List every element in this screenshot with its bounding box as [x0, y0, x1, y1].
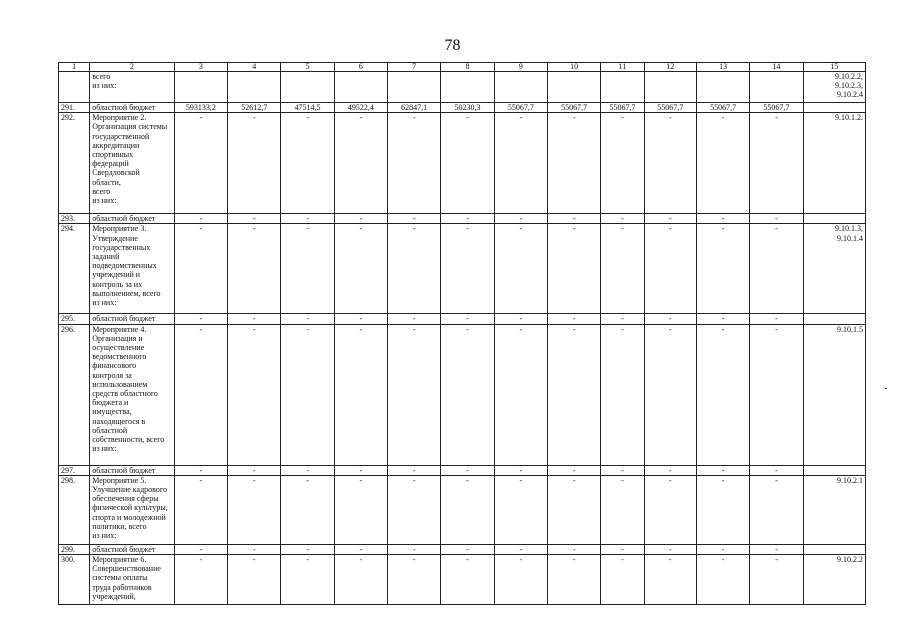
- value-cell: -: [601, 224, 644, 314]
- value-cell: -: [281, 544, 334, 554]
- column-header: 2: [90, 63, 175, 72]
- column-header: 10: [548, 63, 601, 72]
- target-ref-cell: 9.10.1.5: [803, 324, 865, 465]
- value-cell: 47514,5: [281, 103, 334, 113]
- value-cell: -: [334, 224, 387, 314]
- value-cell: -: [644, 465, 696, 475]
- description-cell: Мероприятие 4. Организация и осуществление ведомственного финансового контроля за использованием средств областного бюджета и имущества, находящегося в областной собственности, всего из них:: [90, 324, 175, 465]
- description-cell: Мероприятие 2. Организация системы государственной аккредитации спортивных федераций Свердловской области, всего из них:: [90, 113, 175, 214]
- page-number: 78: [444, 37, 461, 54]
- value-cell: -: [388, 544, 441, 554]
- value-cell: -: [281, 224, 334, 314]
- value-cell: -: [494, 465, 547, 475]
- table-row-measure: [59, 324, 866, 465]
- value-cell: -: [644, 224, 696, 314]
- value-cell: -: [696, 475, 749, 544]
- value-cell: [388, 72, 441, 103]
- description-cell: областной бюджет: [90, 103, 175, 113]
- value-cell: 55067,7: [494, 103, 547, 113]
- description-cell: областной бюджет: [90, 465, 175, 475]
- row-number-cell: 297.: [59, 465, 90, 475]
- value-cell: -: [334, 314, 387, 324]
- value-cell: -: [334, 324, 387, 465]
- description-cell: областной бюджет: [90, 314, 175, 324]
- value-cell: -: [644, 324, 696, 465]
- column-header: 1: [59, 63, 90, 72]
- value-cell: 55067,7: [548, 103, 601, 113]
- column-header: 12: [644, 63, 696, 72]
- value-cell: -: [750, 314, 803, 324]
- value-cell: -: [750, 224, 803, 314]
- value-cell: -: [281, 555, 334, 605]
- value-cell: -: [388, 314, 441, 324]
- value-cell: [548, 72, 601, 103]
- value-cell: -: [228, 113, 281, 214]
- row-number-cell: 292.: [59, 113, 90, 214]
- value-cell: -: [228, 224, 281, 314]
- value-cell: -: [228, 555, 281, 605]
- value-cell: 55067,7: [644, 103, 696, 113]
- table-row-measure: [59, 224, 866, 314]
- description-cell: всего из них:: [90, 72, 175, 103]
- row-number-cell: 294.: [59, 224, 90, 314]
- value-cell: 593133,2: [174, 103, 227, 113]
- column-header: 8: [441, 63, 494, 72]
- value-cell: -: [174, 324, 227, 465]
- value-cell: -: [696, 214, 749, 224]
- value-cell: -: [548, 324, 601, 465]
- value-cell: -: [228, 314, 281, 324]
- table-row-measure: [59, 475, 866, 544]
- value-cell: -: [750, 555, 803, 605]
- row-number-cell: 293.: [59, 214, 90, 224]
- scan-mark: [885, 388, 887, 389]
- value-cell: -: [281, 475, 334, 544]
- value-cell: -: [644, 544, 696, 554]
- row-number-cell: 291.: [59, 103, 90, 113]
- value-cell: -: [494, 555, 547, 605]
- target-ref-cell: [803, 103, 865, 113]
- value-cell: [696, 72, 749, 103]
- value-cell: -: [548, 224, 601, 314]
- value-cell: -: [441, 214, 494, 224]
- value-cell: -: [388, 324, 441, 465]
- column-header: 4: [228, 63, 281, 72]
- value-cell: -: [644, 214, 696, 224]
- value-cell: [644, 72, 696, 103]
- value-cell: -: [334, 113, 387, 214]
- value-cell: 55067,7: [696, 103, 749, 113]
- target-ref-cell: [803, 214, 865, 224]
- value-cell: -: [601, 544, 644, 554]
- value-cell: -: [174, 475, 227, 544]
- value-cell: -: [601, 113, 644, 214]
- value-cell: -: [441, 465, 494, 475]
- value-cell: -: [441, 555, 494, 605]
- value-cell: -: [750, 465, 803, 475]
- table-body: [59, 72, 866, 605]
- value-cell: -: [228, 475, 281, 544]
- column-header: 5: [281, 63, 334, 72]
- header-row: [59, 63, 866, 72]
- value-cell: -: [750, 544, 803, 554]
- description-cell: областной бюджет: [90, 214, 175, 224]
- value-cell: [494, 72, 547, 103]
- value-cell: -: [174, 555, 227, 605]
- value-cell: -: [388, 475, 441, 544]
- value-cell: -: [441, 224, 494, 314]
- value-cell: -: [441, 544, 494, 554]
- column-header: 15: [803, 63, 865, 72]
- value-cell: -: [548, 214, 601, 224]
- value-cell: -: [334, 544, 387, 554]
- value-cell: -: [548, 555, 601, 605]
- column-header: 3: [174, 63, 227, 72]
- table-row-budget: [59, 103, 866, 113]
- table-row-measure: [59, 72, 866, 103]
- value-cell: -: [696, 113, 749, 214]
- value-cell: -: [696, 555, 749, 605]
- value-cell: 50230,3: [441, 103, 494, 113]
- value-cell: -: [750, 214, 803, 224]
- value-cell: [601, 72, 644, 103]
- target-ref-cell: [803, 544, 865, 554]
- value-cell: -: [494, 214, 547, 224]
- value-cell: -: [696, 544, 749, 554]
- value-cell: -: [281, 214, 334, 224]
- column-header: 13: [696, 63, 749, 72]
- value-cell: -: [601, 314, 644, 324]
- value-cell: -: [281, 113, 334, 214]
- row-number-cell: [59, 72, 90, 103]
- value-cell: -: [441, 314, 494, 324]
- value-cell: 55067,7: [750, 103, 803, 113]
- value-cell: [750, 72, 803, 103]
- value-cell: -: [601, 324, 644, 465]
- value-cell: -: [644, 314, 696, 324]
- target-ref-cell: 9.10.1.3, 9.10.1.4: [803, 224, 865, 314]
- value-cell: -: [228, 544, 281, 554]
- value-cell: -: [334, 214, 387, 224]
- value-cell: -: [174, 314, 227, 324]
- description-cell: Мероприятие 3. Утверждение государственных заданий подведомственных учреждений и контроль за их выполнением, всего из них:: [90, 224, 175, 314]
- value-cell: -: [228, 214, 281, 224]
- table-row-budget: [59, 214, 866, 224]
- value-cell: -: [174, 214, 227, 224]
- value-cell: -: [388, 113, 441, 214]
- value-cell: [334, 72, 387, 103]
- column-header: 11: [601, 63, 644, 72]
- value-cell: -: [601, 214, 644, 224]
- target-ref-cell: 9.10.2.2, 9.10.2.3, 9.10.2.4: [803, 72, 865, 103]
- value-cell: -: [174, 465, 227, 475]
- value-cell: -: [441, 113, 494, 214]
- value-cell: -: [644, 555, 696, 605]
- table-row-budget: [59, 314, 866, 324]
- description-cell: Мероприятие 5. Улучшение кадрового обеспечения сферы физической культуры, спорта и молодежной политики, всего из них:: [90, 475, 175, 544]
- program-table: [58, 62, 866, 605]
- table-row-measure: [59, 113, 866, 214]
- value-cell: -: [494, 314, 547, 324]
- value-cell: -: [601, 465, 644, 475]
- target-ref-cell: [803, 314, 865, 324]
- value-cell: -: [281, 314, 334, 324]
- value-cell: -: [696, 465, 749, 475]
- table-row-budget: [59, 465, 866, 475]
- row-number-cell: 295.: [59, 314, 90, 324]
- value-cell: -: [548, 314, 601, 324]
- value-cell: -: [334, 465, 387, 475]
- value-cell: -: [494, 544, 547, 554]
- row-number-cell: 296.: [59, 324, 90, 465]
- value-cell: 62847,1: [388, 103, 441, 113]
- value-cell: -: [174, 224, 227, 314]
- value-cell: -: [388, 555, 441, 605]
- table-row-budget: [59, 544, 866, 554]
- value-cell: -: [228, 324, 281, 465]
- value-cell: -: [281, 465, 334, 475]
- value-cell: -: [441, 475, 494, 544]
- value-cell: -: [174, 113, 227, 214]
- value-cell: -: [644, 113, 696, 214]
- value-cell: -: [494, 475, 547, 544]
- description-cell: Мероприятие 6. Совершенствование системы оплаты труда работников учреждений,: [90, 555, 175, 605]
- value-cell: -: [388, 214, 441, 224]
- value-cell: -: [494, 113, 547, 214]
- row-number-cell: 300.: [59, 555, 90, 605]
- value-cell: -: [548, 113, 601, 214]
- value-cell: -: [750, 475, 803, 544]
- target-ref-cell: 9.10.2.2: [803, 555, 865, 605]
- value-cell: -: [696, 324, 749, 465]
- value-cell: -: [174, 544, 227, 554]
- value-cell: -: [228, 465, 281, 475]
- value-cell: -: [281, 324, 334, 465]
- value-cell: -: [696, 314, 749, 324]
- value-cell: -: [750, 324, 803, 465]
- value-cell: [281, 72, 334, 103]
- value-cell: -: [388, 224, 441, 314]
- value-cell: -: [334, 475, 387, 544]
- value-cell: [174, 72, 227, 103]
- value-cell: 55067,7: [601, 103, 644, 113]
- column-header: 14: [750, 63, 803, 72]
- value-cell: -: [548, 465, 601, 475]
- table-row-measure: [59, 555, 866, 605]
- value-cell: -: [441, 324, 494, 465]
- value-cell: -: [644, 475, 696, 544]
- value-cell: -: [494, 224, 547, 314]
- value-cell: -: [388, 465, 441, 475]
- value-cell: 52612,7: [228, 103, 281, 113]
- row-number-cell: 298.: [59, 475, 90, 544]
- value-cell: -: [334, 555, 387, 605]
- target-ref-cell: 9.10.2.1: [803, 475, 865, 544]
- value-cell: [441, 72, 494, 103]
- value-cell: -: [548, 544, 601, 554]
- description-cell: областной бюджет: [90, 544, 175, 554]
- target-ref-cell: 9.10.1.2.: [803, 113, 865, 214]
- row-number-cell: 299.: [59, 544, 90, 554]
- column-header: 9: [494, 63, 547, 72]
- value-cell: [228, 72, 281, 103]
- column-header: 7: [388, 63, 441, 72]
- value-cell: -: [548, 475, 601, 544]
- value-cell: 49522,4: [334, 103, 387, 113]
- target-ref-cell: [803, 465, 865, 475]
- value-cell: -: [601, 475, 644, 544]
- value-cell: -: [750, 113, 803, 214]
- column-header: 6: [334, 63, 387, 72]
- value-cell: -: [494, 324, 547, 465]
- value-cell: -: [601, 555, 644, 605]
- value-cell: -: [696, 224, 749, 314]
